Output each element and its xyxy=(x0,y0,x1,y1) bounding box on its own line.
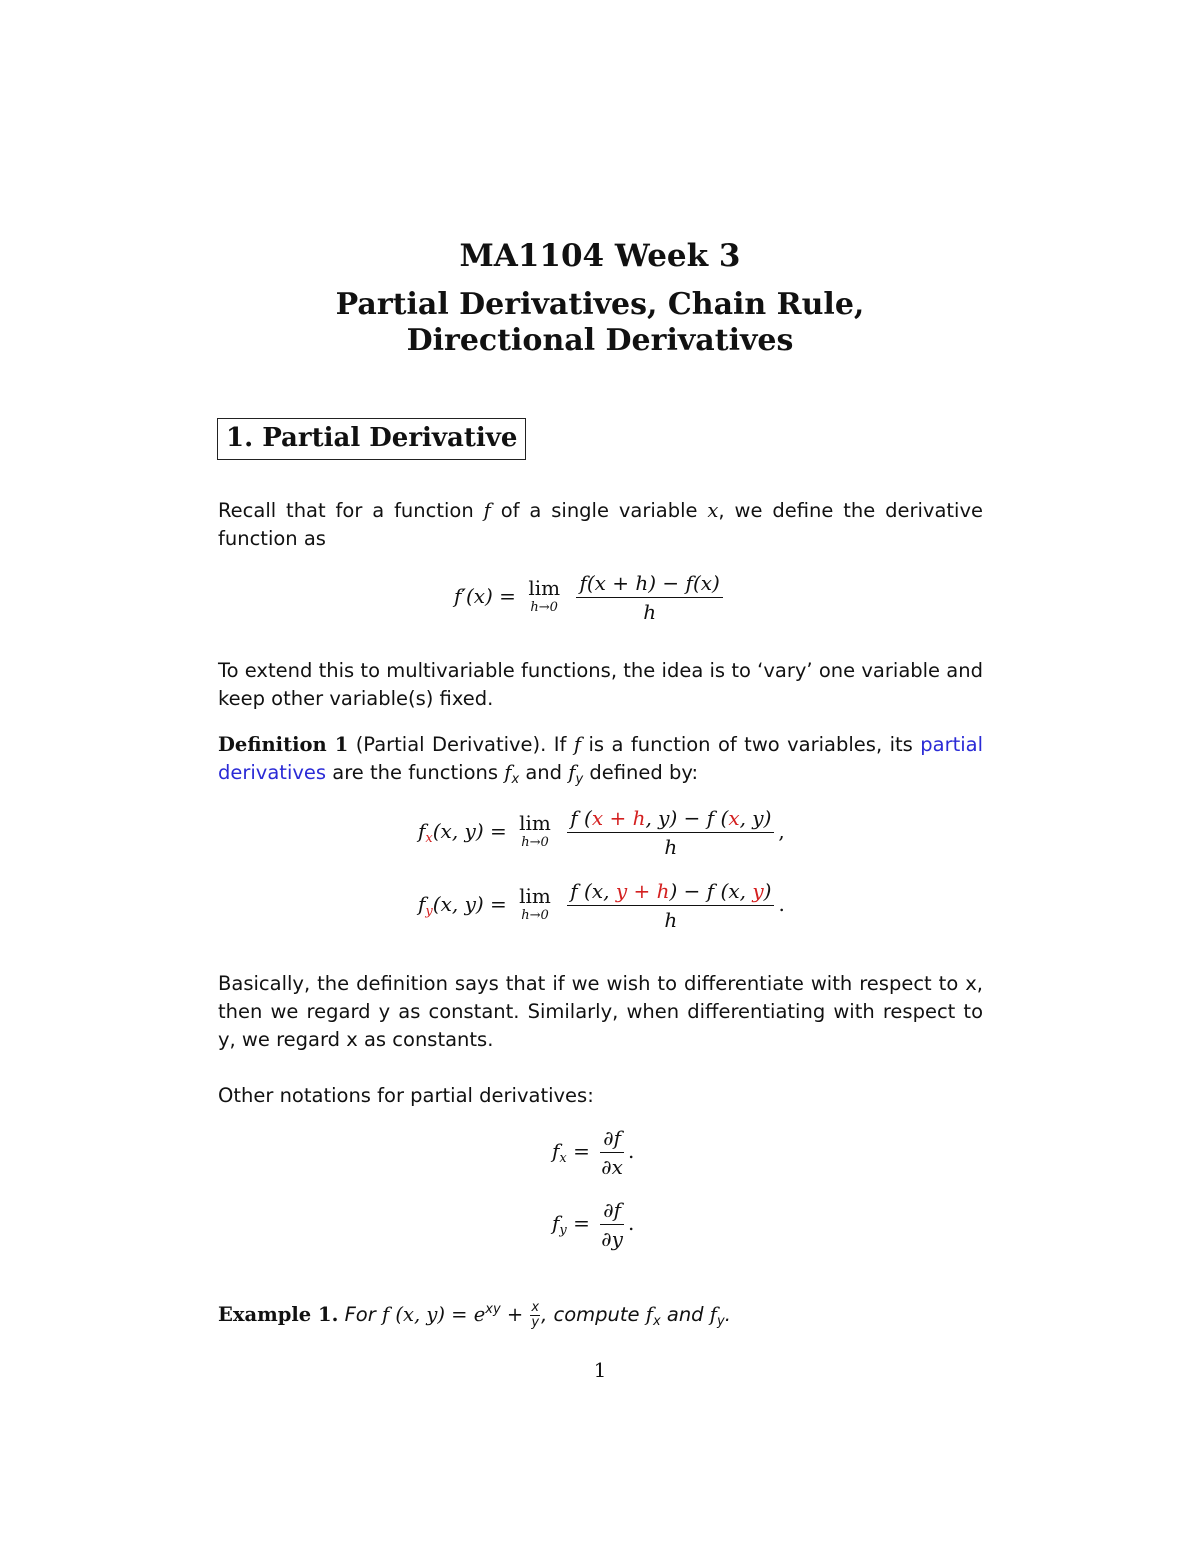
intro-paragraph: Recall that for a function f of a single variable x, we define the derivative function as xyxy=(218,499,984,550)
other-notations-label: Other notations for partial derivatives: xyxy=(218,1084,594,1107)
subtitle-line-2: Directional Derivatives xyxy=(406,323,794,358)
notation-fy: $f_y$ = $\frac{\partial f}{\partial y}$ . xyxy=(552,1198,635,1251)
partial-derivatives-term: partial derivatives xyxy=(218,733,984,784)
document-subtitle xyxy=(0,287,1200,359)
subtitle-line-1: Partial Derivatives, Chain Rule, xyxy=(335,287,865,322)
extend-paragraph: To extend this to multivariable functions, the idea is to ‘vary’ one variable and keep other variable(s) fixed. xyxy=(218,659,983,710)
notation-fx: $f_x$ = $\frac{\partial f}{\partial x}$ . xyxy=(552,1126,635,1179)
page-number: 1 xyxy=(593,1358,607,1382)
example-1: Example 1. For f (x, $y) = e^{xy}$ + $\frac{x}{y}$ , compute $f_x$ and $f_y$. xyxy=(218,1300,731,1330)
derivative-equation: f′(x) = lim h→0 $\frac{f(x + h) - f(x)}{h}$ xyxy=(454,571,727,624)
limit-operator: lim h→0 xyxy=(528,575,561,615)
partial-y-equation: $f_y(x$, y) = lim h→0 $\frac{f (x, y + h) - f (x, y)}{h}$ . xyxy=(418,879,785,932)
section-heading: 1. Partial Derivative xyxy=(217,418,526,460)
difference-quotient: $\frac{f(x + h) - f(x)}{h}$ xyxy=(576,571,722,624)
basically-paragraph: Basically, the definition says that if we wish to differentiate with respect to x, then we regard y as constant. Similarly, when differentiating with respect to y, we regard x as constants. xyxy=(218,972,983,1051)
document-title: MA1104 Week 3 xyxy=(459,238,741,274)
definition-paragraph: Definition 1 (Partial Derivative). If f is a function of two variables, its partial derivatives are the functions $f_x$ and $f_y$ defined by: xyxy=(218,733,984,787)
partial-x-equation: $f_x(x$, y) = lim h→0 $\frac{f (x + h, y) - f (x, y)}{h}$ , xyxy=(418,806,785,859)
